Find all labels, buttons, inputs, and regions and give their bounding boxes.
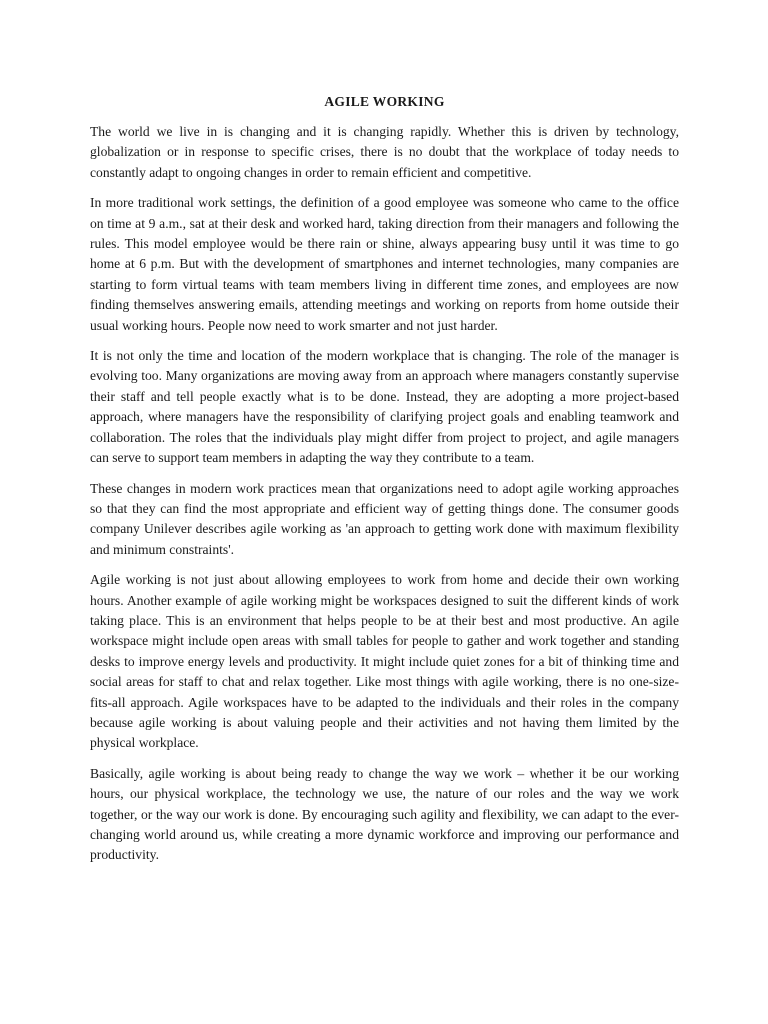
paragraph-3: It is not only the time and location of the modern workplace that is changing. The role of the manager is evolving too. Many organizations are moving away from an approach where managers constantly supervise their staff and tell people exactly what is to be done. Instead, they are adopting a more project-based approach, where managers have the responsibility of clarifying project goals and enabling teamwork and collaboration. The roles that the individuals play might differ from project to project, and agile managers can serve to support team members in adapting the way they contribute to a team. [90, 348, 679, 466]
document-page [90, 93, 679, 876]
document-title: AGILE WORKING [324, 94, 445, 109]
paragraph-6: Basically, agile working is about being ready to change the way we work – whether it be our working hours, our physical workplace, the technology we use, the nature of our roles and the way we work together, or the way our work is done. By encouraging such agility and flexibility, we can adapt to the ever-changing world around us, while creating a more dynamic workforce and improving our performance and productivity. [90, 765, 679, 863]
paragraph-4: These changes in modern work practices mean that organizations need to adopt agile working approaches so that they can find the most appropriate and efficient way of getting things done. The consumer goods company Unilever describes agile working as 'an approach to getting work done with maximum flexibility and minimum constraints'. [90, 480, 679, 557]
paragraph-1: The world we live in is changing and it is changing rapidly. Whether this is driven by technology, globalization or in response to specific crises, there is no doubt that the workplace of today needs to constantly adapt to ongoing changes in order to remain efficient and competitive. [90, 124, 679, 180]
paragraph-2: In more traditional work settings, the definition of a good employee was someone who came to the office on time at 9 a.m., sat at their desk and worked hard, taking direction from their managers and following the rules. This model employee would be there rain or shine, always appearing busy until it was time to go home at 6 p.m. But with the development of smartphones and internet technologies, many companies are starting to form virtual teams with team members living in different time zones, and employees are now finding themselves answering emails, attending meetings and working on reports from home outside their usual working hours. People now need to work smarter and not just harder. [90, 195, 679, 333]
paragraph-5: Agile working is not just about allowing employees to work from home and decide their own working hours. Another example of agile working might be workspaces designed to suit the different kinds of work taking place. This is an environment that helps people to be at their best and most productive. An agile workspace might include open areas with small tables for people to gather and work together and standing desks to improve energy levels and productivity. It might include quiet zones for a bit of thinking time and social areas for staff to chat and relax together. Like most things with agile working, there is no one-size-fits-all approach. Agile workspaces have to be adapted to the individuals and their roles in the company because agile working is about valuing people and their activities and not having them limited by the physical workplace. [90, 572, 679, 751]
